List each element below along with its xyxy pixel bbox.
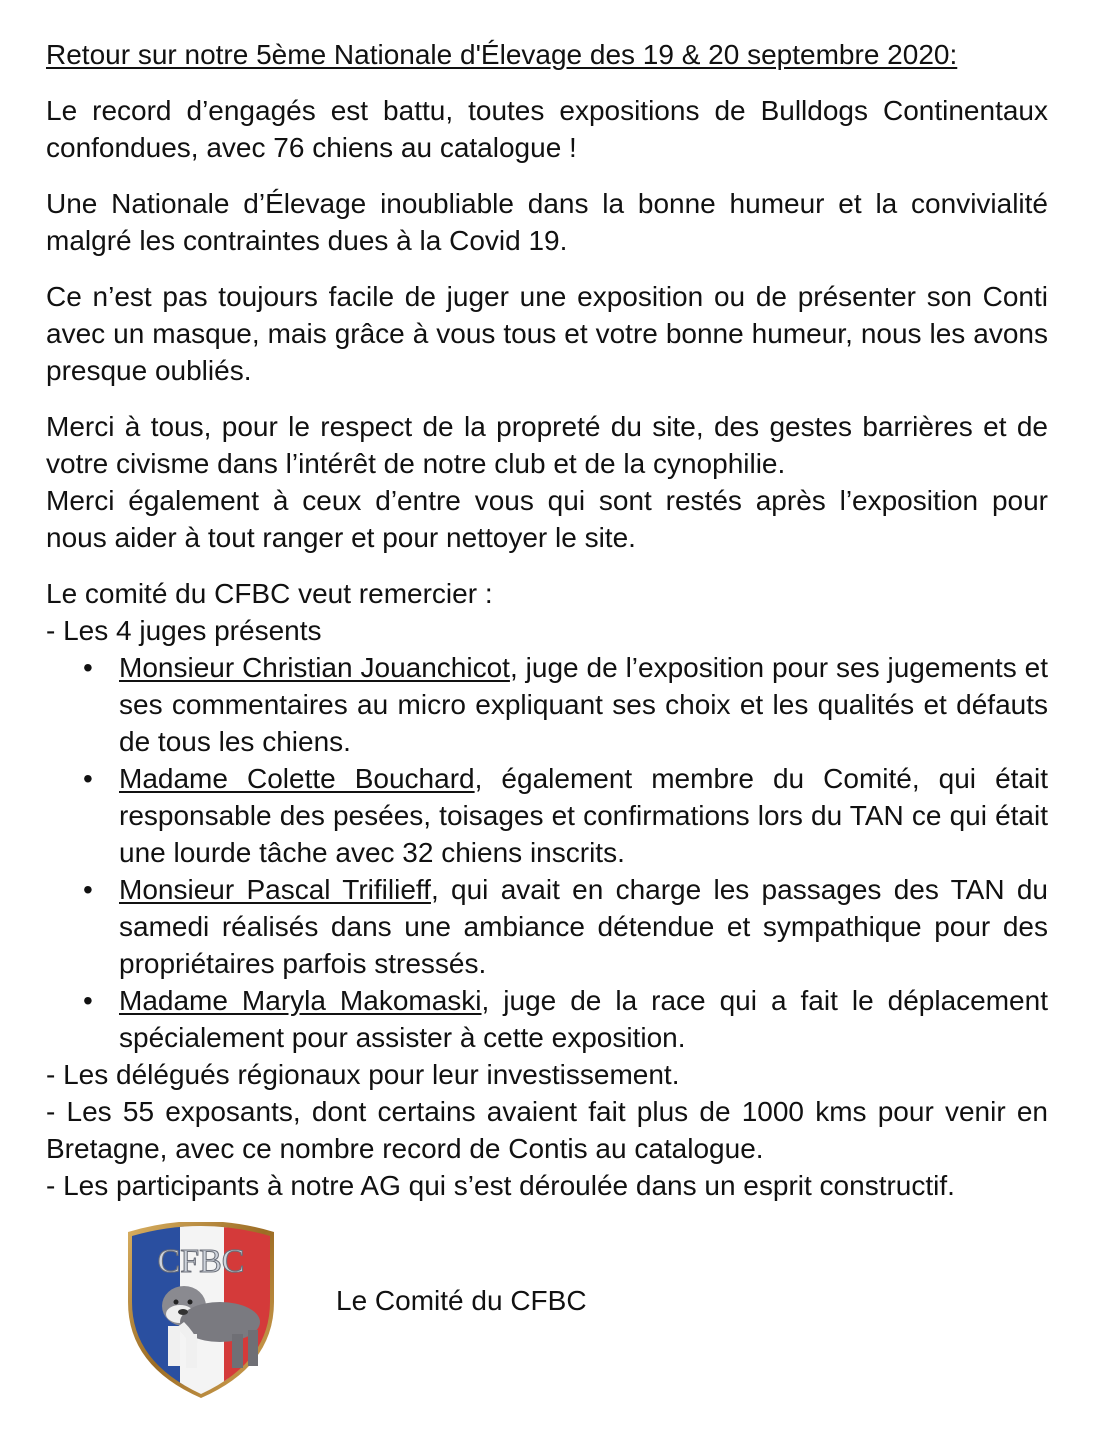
cfbc-shield-logo-icon (124, 1222, 278, 1398)
judge-description: , qui avait en charge les passages des TAN du samedi réalisés dans une ambiance détendue et sympathique pour des propriétaires parfois stressés. (119, 874, 1049, 979)
paragraph-nationale: Une Nationale d’Élevage inoubliable dans la bonne humeur et la convivialité malgré les contraintes dues à la Covid 19. (46, 188, 1048, 256)
bullet-icon: • (83, 985, 93, 1016)
judge-name: Monsieur Christian Jouanchicot (119, 652, 510, 683)
thanks-delegues: - Les délégués régionaux pour leur investissement. (46, 1059, 680, 1090)
judge-description: , juge de la race qui a fait le déplacement spécialement pour assister à cette exposition. (119, 985, 1048, 1053)
judge-description: , juge de l’exposition pour ses jugements et ses commentaires au micro expliquant ses choix et les qualités et défauts de tous les chiens. (119, 652, 1048, 757)
paragraph-merci-tous: Merci à tous, pour le respect de la propreté du site, des gestes barrières et de votre civisme dans l’intérêt de notre club et de la cynophilie. (46, 411, 1048, 479)
thanks-intro: Le comité du CFBC veut remercier : (46, 578, 493, 609)
thanks-exposants: - Les 55 exposants, dont certains avaient fait plus de 1000 kms pour venir en Bretagne, avec ce nombre record de Contis au catalogue. (46, 1096, 1048, 1164)
cfbc-logo (124, 1222, 278, 1398)
judges-list (46, 649, 1048, 1056)
bullet-icon: • (83, 874, 93, 905)
list-item (83, 760, 1048, 871)
list-item (83, 871, 1049, 982)
list-item (83, 982, 1048, 1056)
judges-heading: - Les 4 juges présents (46, 615, 322, 646)
letter-title: Retour sur notre 5ème Nationale d'Élevage des 19 & 20 septembre 2020: (46, 39, 958, 70)
signature: Le Comité du CFBC (336, 1285, 587, 1316)
paragraph-masque: Ce n’est pas toujours facile de juger une exposition ou de présenter son Conti avec un masque, mais grâce à vous tous et votre bonne humeur, nous les avons presque oubliés. (46, 281, 1048, 386)
list-item (83, 649, 1048, 760)
judge-name: Monsieur Pascal Trifilieff (119, 874, 431, 905)
paragraph-merci-rangement: Merci également à ceux d’entre vous qui sont restés après l’exposition pour nous aider à tout ranger et pour nettoyer le site. (46, 485, 1048, 553)
thanks-participants: - Les participants à notre AG qui s’est déroulée dans un esprit constructif. (46, 1170, 955, 1201)
judge-description: , également membre du Comité, qui était responsable des pesées, toisages et confirmations lors du TAN ce qui était une lourde tâche avec 32 chiens inscrits. (119, 763, 1048, 868)
letter-body (46, 36, 1048, 1204)
logo-text: CFBC (157, 1243, 245, 1280)
bullet-icon: • (83, 652, 93, 683)
paragraph-record: Le record d’engagés est battu, toutes expositions de Bulldogs Continentaux confondues, avec 76 chiens au catalogue ! (46, 95, 1048, 163)
judge-name: Madame Maryla Makomaski (119, 985, 482, 1016)
judge-name: Madame Colette Bouchard (119, 763, 475, 794)
bullet-icon: • (83, 763, 93, 794)
